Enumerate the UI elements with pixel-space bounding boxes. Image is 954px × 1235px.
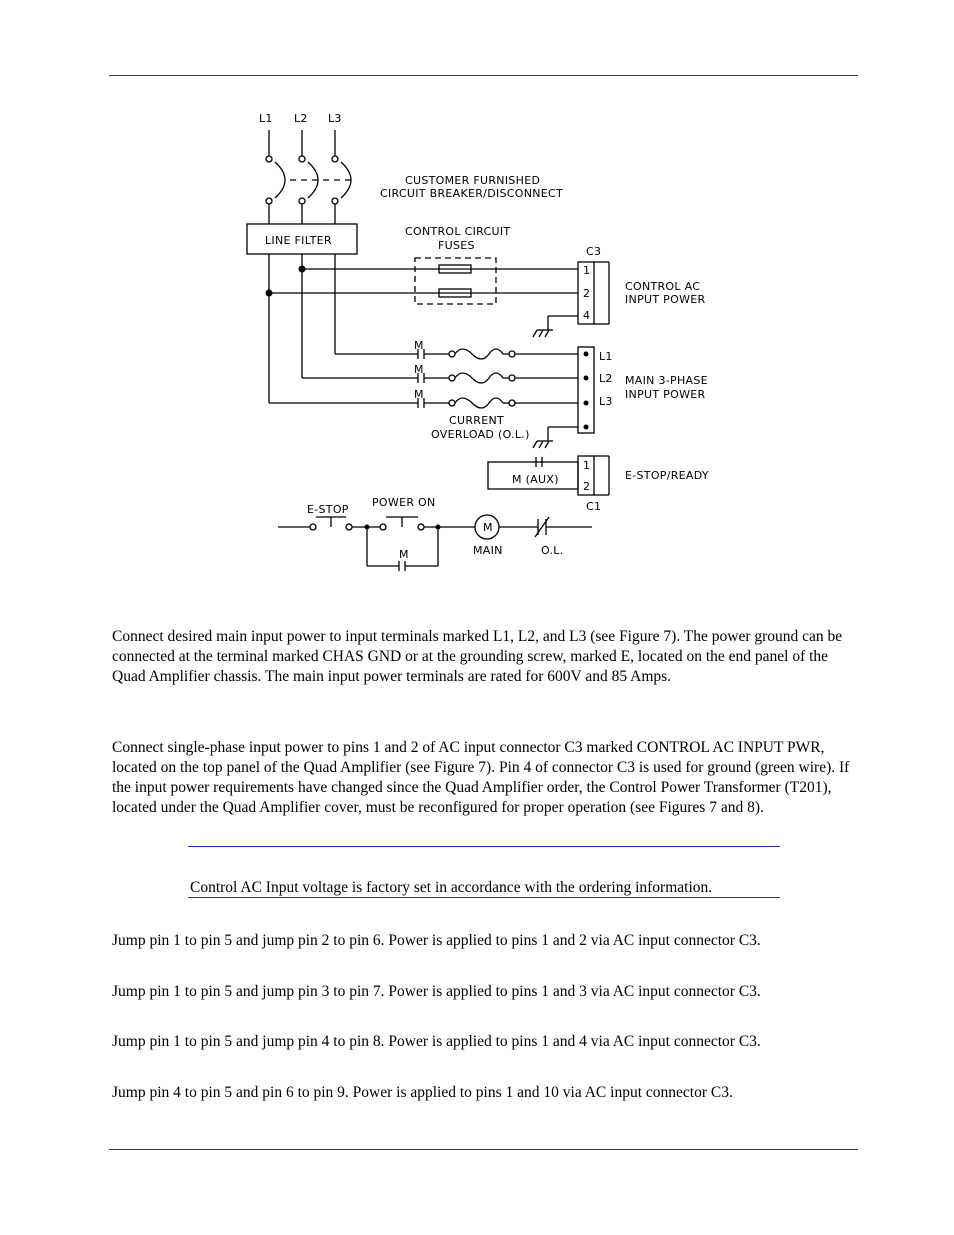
jumper-instruction-3: Jump pin 1 to pin 5 and jump pin 4 to pin 8. Power is applied to pins 1 and 4 via AC input connector C3. — [112, 1033, 761, 1050]
main-coil-label: MAIN — [473, 544, 503, 557]
overload-label-line1: CURRENT — [449, 414, 505, 427]
c3-pin-2: 2 — [583, 287, 591, 300]
phase-label-l1: L1 — [259, 112, 273, 125]
overload-label-line2: OVERLOAD (O.L.) — [431, 428, 530, 441]
footer-rule — [109, 1149, 858, 1150]
c1-pin-1: 1 — [583, 459, 591, 472]
main-power-label-line2: INPUT POWER — [625, 388, 706, 401]
main-terminal-l3: L3 — [599, 395, 613, 408]
control-power-label-line2: INPUT POWER — [625, 293, 706, 306]
jumper-instruction-4: Jump pin 4 to pin 5 and pin 6 to pin 9. Power is applied to pins 1 and 10 via AC input connector C3. — [112, 1084, 733, 1101]
main-terminal-l1: L1 — [599, 350, 613, 363]
estop-label: E-STOP — [307, 503, 349, 516]
c1-label: C1 — [586, 500, 602, 513]
phase-label-l3: L3 — [328, 112, 342, 125]
main-power-paragraph: Connect desired main input power to input terminals marked L1, L2, and L3 (see Figure 7). The power ground can be connected at the terminal marked CHAS GND or at the grounding screw, marked E, located on the end panel of the Quad Amplifier chassis. The main input power terminals are rated for 600V and 85 Amps. — [112, 628, 843, 685]
c3-label: C3 — [586, 245, 602, 258]
line-filter-label: LINE FILTER — [265, 234, 332, 247]
control-power-label-line1: CONTROL AC — [625, 280, 701, 293]
contactor-label-2: M — [414, 363, 424, 376]
fuses-label-line2: FUSES — [438, 239, 475, 252]
overload-contact-label: O.L. — [541, 544, 564, 557]
note-bottom-rule — [188, 897, 780, 898]
control-power-paragraph: Connect single-phase input power to pins 1 and 2 of AC input connector C3 marked CONTROL AC INPUT PWR, located on the top panel of the Quad Amplifier (see Figure 7). Pin 4 of connector C3 is used for ground (green wire). If the input power requirements have changed since the Quad Amplifier order, the Control Power Transformer (T201), located under the Quad Amplifier cover, must be reconfigured for proper operation (see Figures 7 and 8). — [112, 739, 850, 816]
jumper-instruction-1: Jump pin 1 to pin 5 and jump pin 2 to pin 6. Power is applied to pins 1 and 2 via AC input connector C3. — [112, 932, 761, 949]
c1-pin-2: 2 — [583, 480, 591, 493]
jumper-instruction-2: Jump pin 1 to pin 5 and jump pin 3 to pin 7. Power is applied to pins 1 and 3 via AC input connector C3. — [112, 983, 761, 1000]
main-terminal-l2: L2 — [599, 372, 613, 385]
phase-label-l2: L2 — [294, 112, 308, 125]
power-on-label: POWER ON — [372, 496, 436, 509]
fuses-label-line1: CONTROL CIRCUIT — [405, 225, 511, 238]
contactor-label-3: M — [414, 388, 424, 401]
c3-pin-1: 1 — [583, 264, 591, 277]
wiring-diagram — [0, 0, 954, 600]
holding-contact-label: M — [399, 548, 409, 561]
main-coil-symbol: M — [483, 521, 493, 534]
breaker-label-line1: CUSTOMER FURNISHED — [405, 174, 541, 187]
contactor-label-1: M — [414, 339, 424, 352]
aux-contact-label: M (AUX) — [512, 473, 559, 486]
breaker-label-line2: CIRCUIT BREAKER/DISCONNECT — [380, 187, 564, 200]
c3-pin-4: 4 — [583, 309, 591, 322]
note-top-rule — [188, 846, 780, 847]
note-text: Control AC Input voltage is factory set in accordance with the ordering information. — [190, 879, 713, 896]
estop-ready-label: E-STOP/READY — [625, 469, 709, 482]
main-power-label-line1: MAIN 3-PHASE — [625, 374, 708, 387]
